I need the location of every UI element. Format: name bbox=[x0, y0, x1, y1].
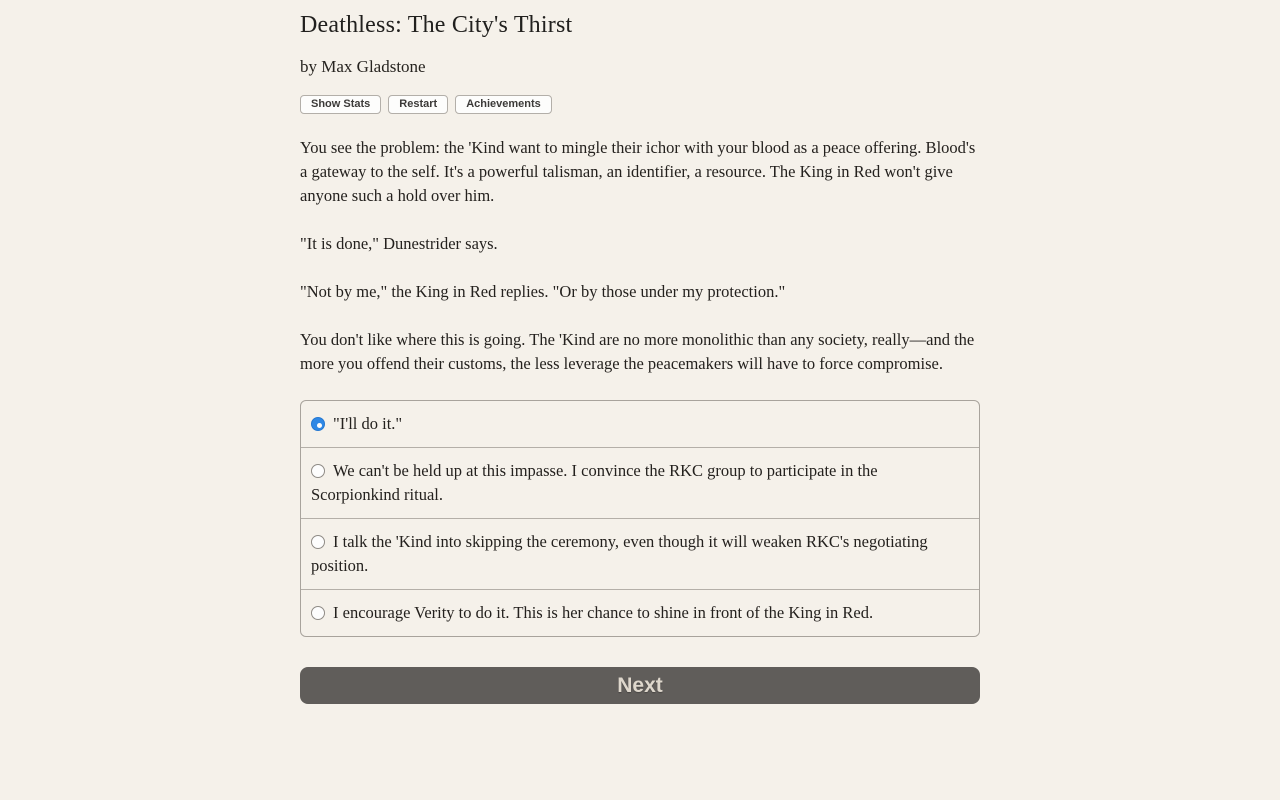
radio-button-icon[interactable] bbox=[311, 606, 325, 620]
byline: by Max Gladstone bbox=[300, 57, 426, 76]
choice-label: I talk the 'Kind into skipping the ceremony, even though it will weaken RKC's negotiating position. bbox=[311, 532, 928, 575]
story-paragraph: You don't like where this is going. The 'Kind are no more monolithic than any society, really—and the more you offend their customs, the less leverage the peacemakers will have to force compromise. bbox=[300, 330, 975, 373]
toolbar bbox=[300, 95, 980, 114]
game-page bbox=[300, 0, 980, 704]
choice-label: "I'll do it." bbox=[333, 414, 403, 433]
choice-option-2[interactable] bbox=[301, 447, 979, 518]
restart-button[interactable]: Restart bbox=[388, 95, 448, 114]
choice-label: I encourage Verity to do it. This is her chance to shine in front of the King in Red. bbox=[333, 603, 874, 622]
choice-option-4[interactable] bbox=[301, 589, 979, 636]
story-paragraph: "It is done," Dunestrider says. bbox=[300, 234, 498, 253]
page-title: Deathless: The City's Thirst bbox=[300, 12, 573, 38]
achievements-button[interactable]: Achievements bbox=[455, 95, 552, 114]
choice-list bbox=[300, 400, 980, 637]
radio-button-icon[interactable] bbox=[311, 535, 325, 549]
story-paragraph: You see the problem: the 'Kind want to mingle their ichor with your blood as a peace offering. Blood's a gateway to the self. It's a powerful talisman, an identifier, a resource. The King in Red won't give anyone such a hold over him. bbox=[300, 138, 976, 205]
radio-button-icon[interactable] bbox=[311, 464, 325, 478]
choice-option-3[interactable] bbox=[301, 518, 979, 589]
radio-button-icon[interactable] bbox=[311, 417, 325, 431]
story-paragraph: "Not by me," the King in Red replies. "Or by those under my protection." bbox=[300, 282, 786, 301]
next-button[interactable]: Next bbox=[300, 667, 980, 704]
choice-option-1[interactable] bbox=[301, 401, 979, 447]
story-text bbox=[300, 136, 980, 376]
choice-label: We can't be held up at this impasse. I convince the RKC group to participate in the Scorpionkind ritual. bbox=[311, 461, 878, 504]
show-stats-button[interactable]: Show Stats bbox=[300, 95, 381, 114]
